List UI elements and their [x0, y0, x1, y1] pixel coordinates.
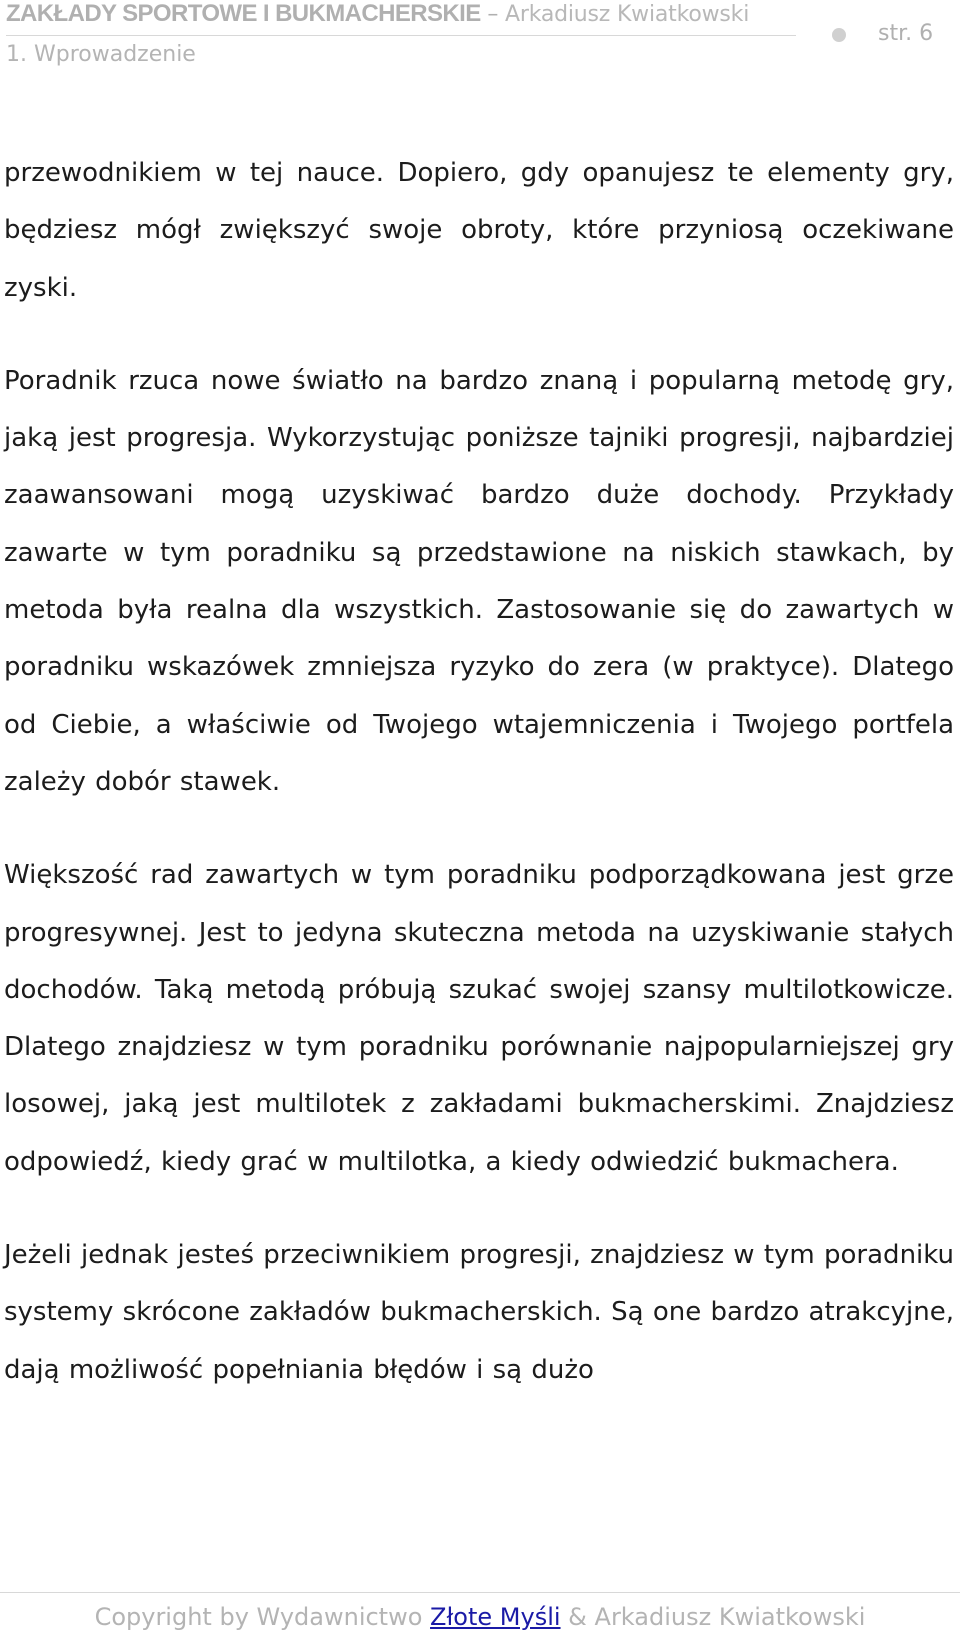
paragraph: Większość rad zawartych w tym poradniku podporządkowana jest grze progresywnej. Jest to jedyna skuteczna metoda na uzyskiwanie stałych dochodów. Taką metodą próbują szukać swojej szansy multilotkowicze. Dlatego znajdziesz w tym poradniku porównanie najpopularniejszej gry losowej, jaką jest multilotek z zakładami bukmacherskimi. Znajdziesz odpowiedź, kiedy grać w multilotka, a kiedy odwiedzić bukmachera.: [4, 860, 954, 1177]
book-title-text: ZAKŁADY SPORTOWE I BUKMACHERSKIE: [6, 0, 481, 27]
chapter-title: 1. Wprowadzenie: [6, 42, 196, 67]
page-footer: [0, 1603, 960, 1631]
header-divider: [6, 35, 796, 36]
copyright-suffix: & Arkadiusz Kwiatkowski: [560, 1603, 866, 1631]
paragraph: Jeżeli jednak jesteś przeciwnikiem progresji, znajdziesz w tym poradniku systemy skrócone zakładów bukmacherskich. Są one bardzo atrakcyjne, dają możliwość popełniania błędów i są dużo: [4, 1240, 954, 1385]
publisher-link[interactable]: Złote Myśli: [430, 1603, 561, 1631]
bullet-icon: [832, 28, 846, 42]
copyright-prefix: Copyright by Wydawnictwo: [94, 1603, 431, 1631]
page-body: [4, 145, 954, 1435]
author-name: Arkadiusz Kwiatkowski: [505, 2, 750, 27]
book-title: [6, 0, 749, 28]
title-separator: –: [480, 2, 505, 27]
paragraph: Poradnik rzuca nowe światło na bardzo znaną i popularną metodę gry, jaką jest progresja. Wykorzystując poniższe tajniki progresji, najbardziej zaawansowani mogą uzyskiwać bardzo duże dochody. Przykłady zawarte w tym poradniku są przedstawione na niskich stawkach, by metoda była realna dla wszystkich. Zastosowanie się do zawartych w poradniku wskazówek zmniejsza ryzyko do zera (w praktyce). Dlatego od Ciebie, a właściwie od Twojego wtajemniczenia i Twojego portfela zależy dobór stawek.: [4, 365, 954, 797]
page-number: str. 6: [878, 21, 934, 46]
page-header: [0, 0, 960, 80]
paragraph: przewodnikiem w tej nauce. Dopiero, gdy opanujesz te elementy gry, będziesz mógł zwiększyć swoje obroty, które przyniosą oczekiwane zyski.: [4, 158, 954, 303]
footer-divider: [0, 1592, 960, 1593]
